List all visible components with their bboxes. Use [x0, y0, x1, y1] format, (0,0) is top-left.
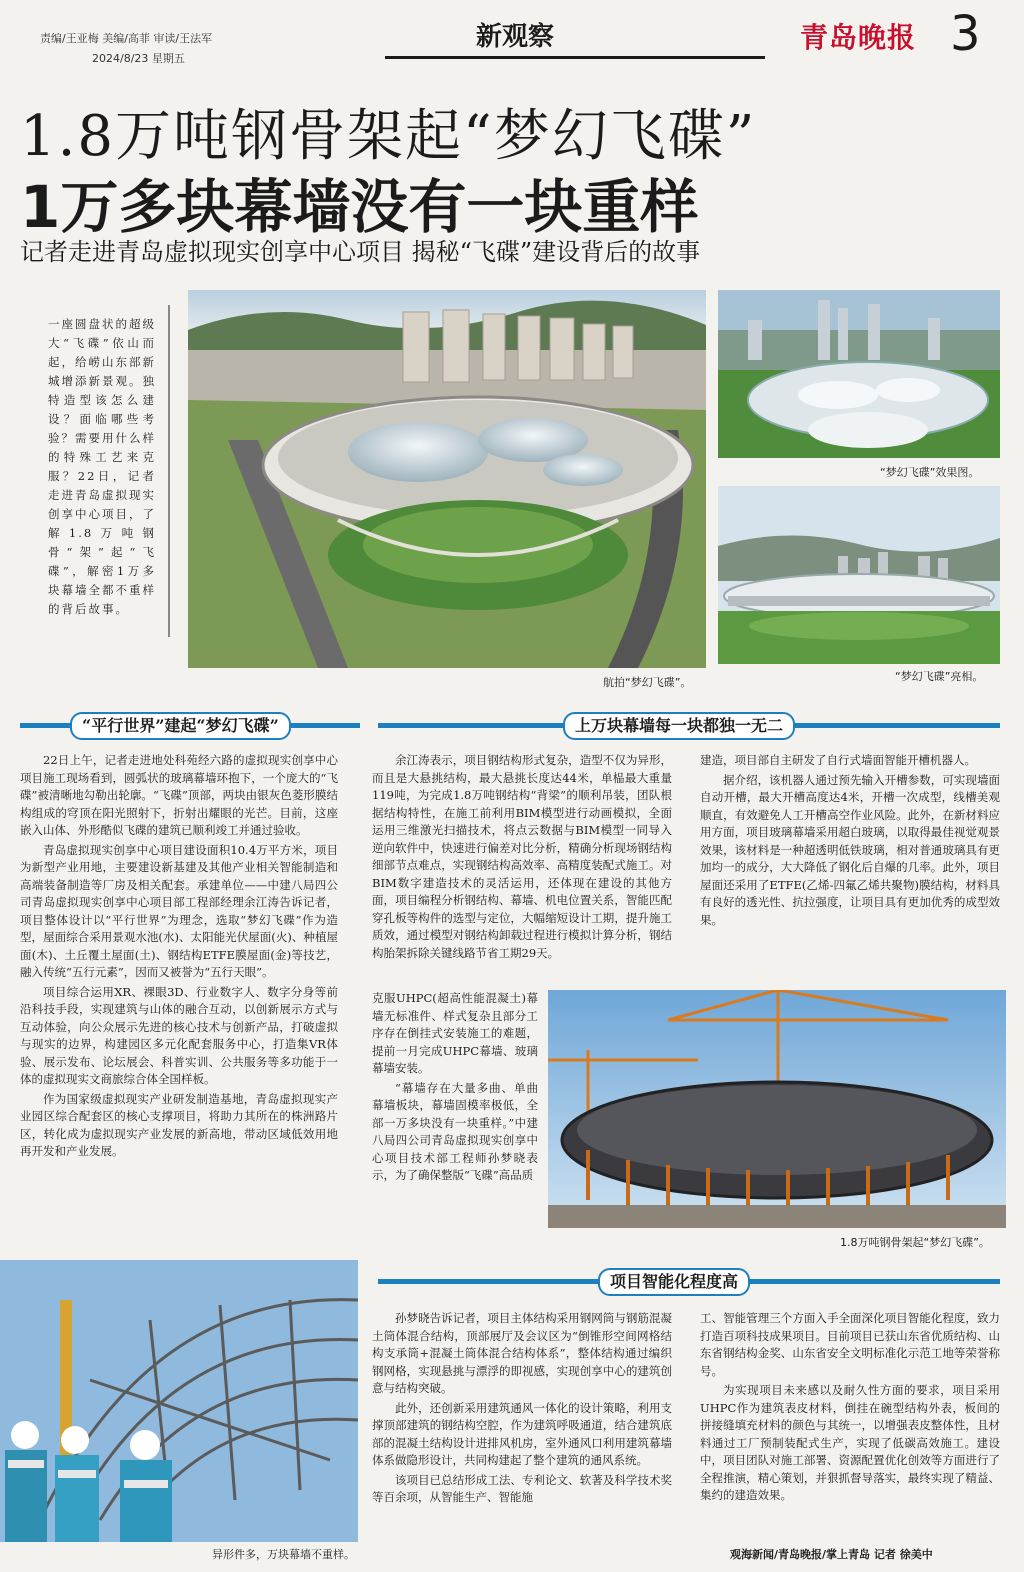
headline-line-1: 1.8万吨钢骨架起“梦幻飞碟”	[20, 104, 757, 169]
headline-line-2: 1万多块幕墙没有一块重样	[20, 173, 699, 241]
reveal-caption: “梦幻飞碟”亮相。	[895, 670, 984, 683]
s2-paragraph: 克服UHPC(超高性能混凝土)幕墙无标准件、样式复杂且部分工序存在倒挂式安装施工的难题，提前一月完成UHPC幕墙、玻璃幕墙安装。	[372, 991, 538, 1075]
render-caption: “梦幻飞碟”效果图。	[880, 466, 980, 479]
s3-paragraph: 该项目已总结形成工法、专利论文、软著及科学技术奖等百余项，从智能生产、智能施	[372, 1472, 672, 1504]
header-rule	[385, 56, 765, 59]
s2-paragraph: 据介绍，该机器人通过预先输入开槽参数，可实现墙面自动开槽，最大开槽高度达4米，开槽一次成型，线槽美观顺直，有效避免人工开槽高空作业风险。此外，在新材料应用方面，项目玻璃幕墙采用超白玻璃，以取得最佳视觉观景效果，该材料是一种超透明低铁玻璃，相对普通玻璃具有更加均一的成分，大大降低了钢化后自爆的几率。此外，项目屋面还采用了ETFE(乙烯-四氟乙烯共聚物)膜结构，材料具有良好的透光性、抗拉强度，让项目具有更加优秀的成型效果。	[700, 772, 1000, 927]
s3-paragraph: 工、智能管理三个方面入手全面深化项目智能化程度，致力打造百项科技成果项目。目前项目已获山东省优质结构、山东省钢结构金奖、山东省安全文明标准化示范工地等荣誉称号。	[700, 1311, 1000, 1378]
section-header-curtain-wall	[378, 712, 1000, 738]
s2-paragraph: 余江涛表示，项目钢结构形式复杂，造型不仅为异形，而且是大悬挑结构，最大悬挑长度达44米，单榀最大重量119吨，为完成1.8万吨钢结构“背梁”的顺利吊装，团队根据结构特性，在施工前利用BIM模型进行动画模拟，全面运用三维激光扫描技术，将点云数据与BIM模型一同导入逆向软件中，快速进行偏差对比分析，精确分析现场钢结构细部节点难点，实现钢结构高效率、高精度装配式施工。对BIM数字建造技术的灵活运用，还体现在建设的其他方面，项目编程分析钢结构、幕墙、机电位置关系，智能匹配穿孔板等构件的选型与定位，大幅缩短设计工期，提升施工质效，通过模型对钢结构卸载过程进行模拟计算分析，钢结构胎架拆除关键线路节省工期29天。	[372, 753, 672, 960]
editors-line: 责编/王亚梅 美编/高菲 审读/王法军	[40, 32, 213, 45]
section-title: 上万块幕墙每一块都独一无二	[563, 712, 795, 740]
section-name: 新观察	[475, 22, 554, 52]
section-1-column	[20, 752, 338, 1163]
workers-photo	[0, 1260, 358, 1542]
s3-paragraph: 孙梦晓告诉记者，项目主体结构采用钢网筒与钢筋混凝土筒体混合结构，顶部展厅及会议区为“倒锥形空间网格结构支承筒+混凝土筒体混合结构体系”，整体结构通过编织钢网格，实现悬挑与漂浮的即视感，实现创享中心的建筑创意与结构突破。	[372, 1311, 672, 1395]
s1-paragraph: 青岛虚拟现实创享中心项目建设面积10.4万平方米，项目为新型产业用地，主要建设新基建及其他产业相关智能制造和高端装备制造等厂房及相关配套。承建单位——中建八局四公司青岛虚拟现实创享中心项目部工程部经理余江涛告诉记者，项目整体设计以“平行世界”为理念，选取“梦幻飞碟”作为造型，屋面综合采用景观水池(水)、太阳能光伏屋面(火)、种植屋面(木)、土丘覆土屋面(土)、钢结构ETFE膜屋面(金)等技艺，融入传统“五行元素”，因而又被誉为“五行天眼”。	[20, 842, 338, 979]
lede-divider	[168, 305, 170, 637]
headline-subtitle: 记者走进青岛虚拟现实创享中心项目 揭秘“飞碟”建设背后的故事	[20, 238, 701, 266]
steel-caption: 1.8万吨钢骨架起“梦幻飞碟”。	[840, 1236, 990, 1249]
workers-caption: 异形件多，万块幕墙不重样。	[212, 1548, 355, 1561]
aerial-photo	[188, 290, 706, 668]
issue-date: 2024/8/23 星期五	[92, 52, 185, 65]
s2-paragraph: 建造，项目部自主研发了自行式墙面智能开槽机器人。	[700, 753, 976, 767]
section-2-column-1-narrow	[372, 990, 538, 1187]
section-title: “平行世界”建起“梦幻飞碟”	[70, 712, 291, 740]
s1-paragraph: 项目综合运用XR、裸眼3D、行业数字人、数字分身等前沿科技手段，实现建筑与山体的融合互动，以创新展示方式与互动体验，向公众展示先进的核心技术与创新产品，打破虚拟与现实的边界，构建园区多元化配套服务中心，打造集VR体验、展示发布、论坛展会、科普实训、公共服务等多功能于一体的虚拟现实文商旅综合体全国样板。	[20, 984, 338, 1086]
lede-text: 一座圆盘状的超级大“飞碟”依山而起，给崂山东部新城增添新景观。独特造型该怎么建设？面临哪些考验？需要用什么样的特殊工艺来克服？22日，记者走进青岛虚拟现实创享中心项目，了解1.8万吨钢骨“架”起“飞碟”，解密1万多块幕墙全都不重样的背后故事。	[48, 317, 156, 616]
s3-paragraph: 为实现项目未来感以及耐久性方面的要求，项目采用UHPC作为建筑表皮材料，倒挂在碗型结构外表，板间的拼接缝填充材料的颜色与其统一，以增强表皮整体性，且材料通过工厂预制装配式生产，实现了低碳高效施工。建设中，项目团队对施工部署、资源配置优化创效等方面进行了全程推演，精心策划，并狠抓督导落实，最终实现了精益、集约的建造效果。	[700, 1383, 1000, 1502]
render-photo	[718, 290, 1000, 458]
section-3-column-2	[700, 1310, 1000, 1507]
s1-paragraph: 作为国家级虚拟现实产业研发制造基地，青岛虚拟现实产业园区综合配套区的核心支撑项目，将助力其所在的株洲路片区，转化成为虚拟现实产业发展的新高地，带动区域低效用地再开发和产业发展。	[20, 1091, 338, 1158]
section-header-intelligence	[378, 1268, 1000, 1294]
s1-paragraph: 22日上午，记者走进地处科苑经六路的虚拟现实创享中心项目施工现场看到，圆弧状的玻璃幕墙环抱下，一个庞大的“飞碟”被清晰地勾勒出轮廓。“飞碟”顶部，两块由银灰色菱形膜结构组成的穹顶在阳光照射下，折射出耀眼的光芒。目前，这座嵌入山体、外形酷似飞碟的建筑已顺利竣工并通过验收。	[20, 753, 338, 837]
section-title: 项目智能化程度高	[598, 1268, 750, 1296]
section-2-column-2	[700, 752, 1000, 931]
section-2-column-1	[372, 752, 672, 964]
steel-frame-photo	[548, 990, 1006, 1228]
section-3-column-1	[372, 1310, 672, 1509]
byline: 观海新闻/青岛晚报/掌上青岛 记者 徐美中	[730, 1548, 933, 1561]
section-header-parallel-world	[20, 712, 360, 738]
reveal-photo	[718, 486, 1000, 664]
page-number: 3	[950, 6, 981, 62]
s3-paragraph: 此外，还创新采用建筑通风一体化的设计策略，利用支撑顶部建筑的钢结构空腔，作为建筑呼吸通道，结合建筑底部的混凝土结构设计进排风机房，室外通风口利用建筑幕墙体系做隐形设计，共同构建起了整个建筑的通风系统。	[372, 1400, 672, 1467]
newspaper-masthead: 青岛晚报	[800, 21, 917, 54]
aerial-caption: 航拍“梦幻飞碟”。	[603, 676, 692, 689]
s2-paragraph: “幕墙存在大量多曲、单曲幕墙板块，幕墙固模率极低，全部一万多块没有一块重样。”中建八局四公司青岛虚拟现实创享中心项目技术部工程师孙梦晓表示，为了确保整版“飞碟”高品质	[372, 1080, 538, 1182]
